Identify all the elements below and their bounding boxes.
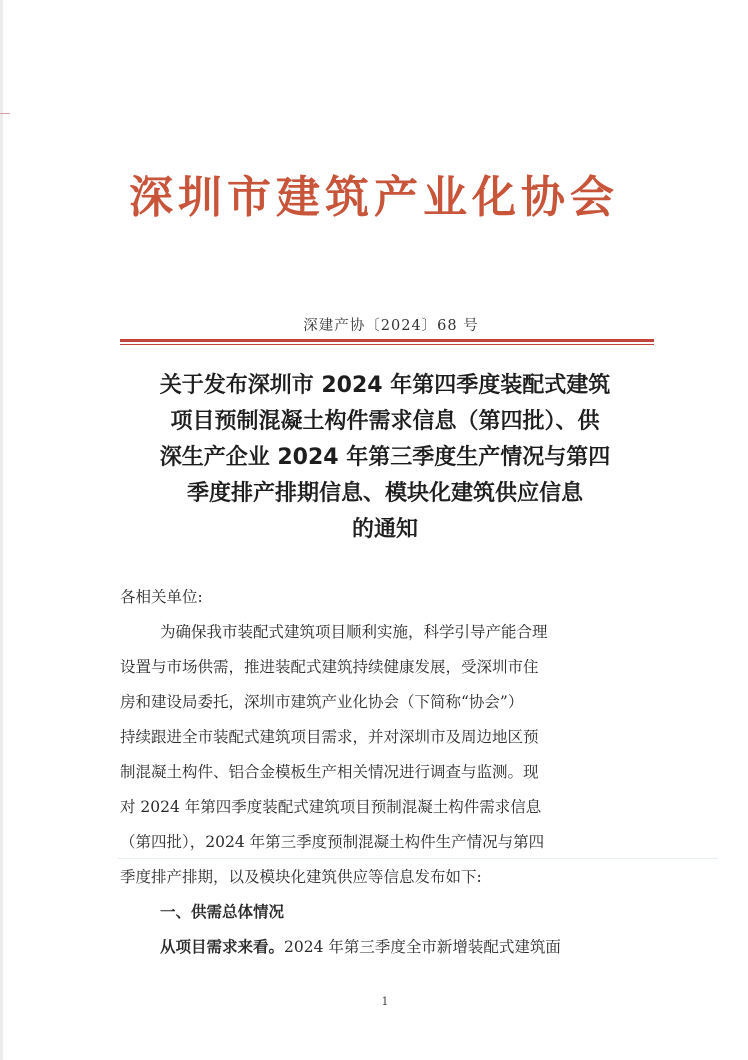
paragraph-line: 制混凝土构件、铝合金模板生产相关情况进行调查与监测。现 — [120, 763, 539, 781]
salutation: 各相关单位: — [120, 588, 203, 606]
paragraph-line: 季度排产排期，以及模块化建筑供应等信息发布如下: — [120, 868, 482, 886]
paragraph-line: 房和建设局委托，深圳市建筑产业化协会（下简称“协会”） — [120, 693, 524, 711]
section-heading: 一、供需总体情况 — [160, 903, 285, 921]
scan-edge — [0, 0, 3, 1060]
paragraph-line: 持续跟进全市装配式建筑项目需求，并对深圳市及周边地区预 — [120, 728, 539, 746]
organization-header: 深圳市建筑产业化协会 — [129, 172, 619, 223]
title-line: 的通知 — [351, 517, 418, 542]
intro-paragraph — [120, 615, 660, 895]
paragraph-line: 对 2024 年第四季度装配式建筑项目预制混凝土构件需求信息 — [120, 798, 542, 816]
scan-mark — [0, 113, 10, 114]
page-number: 1 — [381, 995, 389, 1008]
paragraph-line: 设置与市场供需，推进装配式建筑持续健康发展，受深圳市住 — [120, 658, 539, 676]
red-divider-thin — [120, 344, 654, 345]
paragraph-line — [120, 930, 660, 965]
paragraph-line: 为确保我市装配式建筑项目顺利实施，科学引导产能合理 — [160, 623, 548, 641]
notice-body — [120, 580, 660, 965]
bold-lead-text: 从项目需求来看。 — [160, 938, 285, 956]
paragraph-text: 2024 年第三季度全市新增装配式建筑面 — [284, 938, 561, 956]
title-line: 季度排产排期信息、模块化建筑供应信息 — [186, 481, 583, 506]
title-line: 关于发布深圳市 2024 年第四季度装配式建筑 — [159, 373, 611, 398]
title-line: 项目预制混凝土构件需求信息（第四批）、供 — [170, 409, 600, 434]
red-divider-thick — [120, 339, 654, 342]
title-line: 深生产企业 2024 年第三季度生产情况与第四 — [159, 445, 611, 470]
paragraph-line: （第四批），2024 年第三季度预制混凝土构件生产情况与第四 — [120, 833, 545, 851]
document-number: 深建产协〔2024〕68 号 — [303, 318, 479, 334]
notice-title — [110, 368, 660, 548]
scan-artifact-line — [118, 858, 718, 859]
